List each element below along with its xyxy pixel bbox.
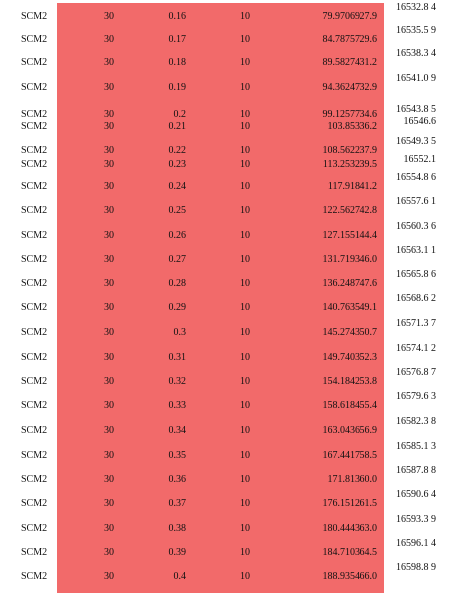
cell-col-f: 16571.3 7	[396, 318, 436, 329]
cell-col-a: 30	[104, 145, 114, 156]
cell-col-f: 16596.1 4	[396, 538, 436, 549]
cell-col-a: 30	[104, 474, 114, 485]
cell-col-c: 10	[240, 278, 250, 289]
cell-col-d: 79.97069	[322, 11, 360, 22]
cell-col-d: 184.7103	[322, 547, 360, 558]
cell-col-f: 16554.8 6	[396, 172, 436, 183]
cell-name: SCM2	[21, 57, 48, 68]
cell-name: SCM2	[21, 109, 48, 120]
cell-name: SCM2	[21, 352, 48, 363]
cell-col-d: 180.4443	[322, 523, 360, 534]
cell-col-e: 64.5	[359, 547, 377, 558]
cell-col-c: 10	[240, 327, 250, 338]
cell-col-b: 0.26	[168, 230, 186, 241]
cell-col-e: 58.5	[359, 450, 377, 461]
cell-col-b: 0.2	[173, 109, 186, 120]
cell-col-c: 10	[240, 571, 250, 582]
cell-col-a: 30	[104, 57, 114, 68]
cell-name: SCM2	[21, 425, 48, 436]
cell-col-e: 61.5	[359, 498, 377, 509]
cell-col-b: 0.22	[168, 145, 186, 156]
cell-col-d: 136.2487	[322, 278, 360, 289]
cell-col-f: 16579.6 3	[396, 391, 436, 402]
cell-col-f: 16532.8 4	[396, 2, 436, 13]
cell-col-a: 30	[104, 352, 114, 363]
cell-col-b: 0.37	[168, 498, 186, 509]
cell-col-a: 30	[104, 205, 114, 216]
cell-col-b: 0.19	[168, 82, 186, 93]
cell-col-b: 0.24	[168, 181, 186, 192]
cell-col-d: 167.4417	[322, 450, 360, 461]
cell-name: SCM2	[21, 145, 48, 156]
cell-col-a: 30	[104, 425, 114, 436]
cell-col-e: 55.4	[359, 400, 377, 411]
cell-name: SCM2	[21, 230, 48, 241]
cell-name: SCM2	[21, 474, 48, 485]
cell-name: SCM2	[21, 159, 48, 170]
cell-col-e: 39.5	[359, 159, 377, 170]
cell-col-a: 30	[104, 523, 114, 534]
cell-col-f: 16549.3 5	[396, 136, 436, 147]
cell-col-f: 16585.1 3	[396, 441, 436, 452]
cell-name: SCM2	[21, 11, 48, 22]
cell-col-b: 0.23	[168, 159, 186, 170]
cell-col-e: 42.8	[359, 205, 377, 216]
cell-col-a: 30	[104, 181, 114, 192]
cell-col-e: 37.9	[359, 145, 377, 156]
cell-col-c: 10	[240, 425, 250, 436]
cell-col-d: 122.5627	[322, 205, 360, 216]
cell-col-a: 30	[104, 327, 114, 338]
cell-col-a: 30	[104, 82, 114, 93]
cell-name: SCM2	[21, 302, 48, 313]
cell-name: SCM2	[21, 498, 48, 509]
cell-col-a: 30	[104, 34, 114, 45]
cell-name: SCM2	[21, 205, 48, 216]
cell-col-a: 30	[104, 376, 114, 387]
cell-col-f: 16563.1 1	[396, 245, 436, 256]
cell-col-c: 10	[240, 352, 250, 363]
cell-col-c: 10	[240, 450, 250, 461]
cell-col-c: 10	[240, 547, 250, 558]
cell-col-a: 30	[104, 121, 114, 132]
cell-col-b: 0.28	[168, 278, 186, 289]
cell-col-d: 99.12577	[322, 109, 360, 120]
cell-col-c: 10	[240, 474, 250, 485]
cell-name: SCM2	[21, 571, 48, 582]
cell-col-f: 16590.6 4	[396, 489, 436, 500]
cell-name: SCM2	[21, 34, 48, 45]
cell-col-e: 47.6	[359, 278, 377, 289]
cell-col-d: 163.0436	[322, 425, 360, 436]
cell-col-e: 41.2	[359, 181, 377, 192]
cell-name: SCM2	[21, 376, 48, 387]
cell-col-a: 30	[104, 11, 114, 22]
cell-col-a: 30	[104, 302, 114, 313]
cell-col-b: 0.3	[173, 327, 186, 338]
cell-col-f: 16541.0 9	[396, 73, 436, 84]
cell-col-d: 103.853	[327, 121, 360, 132]
cell-col-f: 16565.8 6	[396, 269, 436, 280]
cell-col-c: 10	[240, 145, 250, 156]
cell-col-c: 10	[240, 254, 250, 265]
cell-col-e: 36.2	[359, 121, 377, 132]
cell-col-c: 10	[240, 498, 250, 509]
cell-col-c: 10	[240, 230, 250, 241]
cell-col-b: 0.18	[168, 57, 186, 68]
cell-col-a: 30	[104, 571, 114, 582]
cell-col-d: 108.5622	[322, 145, 360, 156]
cell-col-e: 27.9	[359, 11, 377, 22]
cell-col-e: 63.0	[359, 523, 377, 534]
cell-col-c: 10	[240, 82, 250, 93]
cell-col-f: 16560.3 6	[396, 221, 436, 232]
cell-col-b: 0.25	[168, 205, 186, 216]
cell-col-d: 89.58274	[322, 57, 360, 68]
cell-col-f: 16552.1	[403, 154, 436, 165]
cell-col-f: 16538.3 4	[396, 48, 436, 59]
cell-col-a: 30	[104, 498, 114, 509]
cell-col-a: 30	[104, 230, 114, 241]
cell-col-f: 16574.1 2	[396, 343, 436, 354]
cell-col-e: 46.0	[359, 254, 377, 265]
cell-col-d: 94.36247	[322, 82, 360, 93]
cell-col-a: 30	[104, 109, 114, 120]
cell-col-e: 60.0	[359, 474, 377, 485]
cell-col-c: 10	[240, 109, 250, 120]
cell-col-a: 30	[104, 547, 114, 558]
cell-col-a: 30	[104, 159, 114, 170]
cell-col-a: 30	[104, 254, 114, 265]
cell-col-d: 188.9354	[322, 571, 360, 582]
cell-col-e: 50.7	[359, 327, 377, 338]
cell-col-d: 171.813	[327, 474, 360, 485]
cell-col-d: 84.78757	[322, 34, 360, 45]
cell-name: SCM2	[21, 523, 48, 534]
cell-col-c: 10	[240, 181, 250, 192]
cell-col-f: 16535.5 9	[396, 25, 436, 36]
cell-name: SCM2	[21, 278, 48, 289]
cell-col-a: 30	[104, 400, 114, 411]
cell-col-a: 30	[104, 278, 114, 289]
cell-col-b: 0.39	[168, 547, 186, 558]
cell-col-b: 0.16	[168, 11, 186, 22]
cell-col-c: 10	[240, 11, 250, 22]
cell-col-d: 145.2743	[322, 327, 360, 338]
cell-col-b: 0.4	[173, 571, 186, 582]
cell-col-f: 16598.8 9	[396, 562, 436, 573]
cell-col-c: 10	[240, 302, 250, 313]
cell-col-a: 30	[104, 450, 114, 461]
cell-col-c: 10	[240, 34, 250, 45]
cell-col-e: 31.2	[359, 57, 377, 68]
cell-col-f: 16576.8 7	[396, 367, 436, 378]
cell-col-e: 49.1	[359, 302, 377, 313]
cell-col-e: 34.6	[359, 109, 377, 120]
cell-col-e: 29.6	[359, 34, 377, 45]
cell-col-f: 16587.8 8	[396, 465, 436, 476]
cell-col-c: 10	[240, 205, 250, 216]
cell-col-d: 131.7193	[322, 254, 360, 265]
cell-name: SCM2	[21, 121, 48, 132]
cell-col-e: 66.0	[359, 571, 377, 582]
cell-col-c: 10	[240, 523, 250, 534]
cell-col-e: 56.9	[359, 425, 377, 436]
cell-name: SCM2	[21, 82, 48, 93]
cell-col-d: 113.2532	[322, 159, 360, 170]
cell-col-f: 16546.6	[403, 116, 436, 127]
cell-col-c: 10	[240, 57, 250, 68]
cell-col-b: 0.21	[168, 121, 186, 132]
cell-col-b: 0.17	[168, 34, 186, 45]
cell-col-f: 16557.6 1	[396, 196, 436, 207]
cell-col-c: 10	[240, 376, 250, 387]
cell-col-b: 0.35	[168, 450, 186, 461]
cell-col-b: 0.33	[168, 400, 186, 411]
cell-col-f: 16593.3 9	[396, 514, 436, 525]
cell-name: SCM2	[21, 254, 48, 265]
cell-name: SCM2	[21, 400, 48, 411]
cell-col-e: 32.9	[359, 82, 377, 93]
cell-col-d: 140.7635	[322, 302, 360, 313]
cell-col-b: 0.29	[168, 302, 186, 313]
cell-col-f: 16543.8 5	[396, 104, 436, 115]
cell-col-d: 176.1512	[322, 498, 360, 509]
cell-col-e: 44.4	[359, 230, 377, 241]
cell-col-d: 158.6184	[322, 400, 360, 411]
cell-col-b: 0.32	[168, 376, 186, 387]
cell-col-c: 10	[240, 159, 250, 170]
cell-col-b: 0.38	[168, 523, 186, 534]
cell-col-b: 0.36	[168, 474, 186, 485]
cell-name: SCM2	[21, 181, 48, 192]
cell-col-d: 154.1842	[322, 376, 360, 387]
cell-col-f: 16568.6 2	[396, 293, 436, 304]
cell-col-b: 0.34	[168, 425, 186, 436]
cell-col-e: 53.8	[359, 376, 377, 387]
cell-name: SCM2	[21, 450, 48, 461]
cell-col-b: 0.31	[168, 352, 186, 363]
cell-col-b: 0.27	[168, 254, 186, 265]
cell-col-c: 10	[240, 121, 250, 132]
cell-col-c: 10	[240, 400, 250, 411]
cell-name: SCM2	[21, 547, 48, 558]
cell-col-d: 149.7403	[322, 352, 360, 363]
cell-col-d: 127.1551	[322, 230, 360, 241]
cell-col-f: 16582.3 8	[396, 416, 436, 427]
cell-col-d: 117.918	[327, 181, 360, 192]
cell-col-e: 52.3	[359, 352, 377, 363]
cell-name: SCM2	[21, 327, 48, 338]
